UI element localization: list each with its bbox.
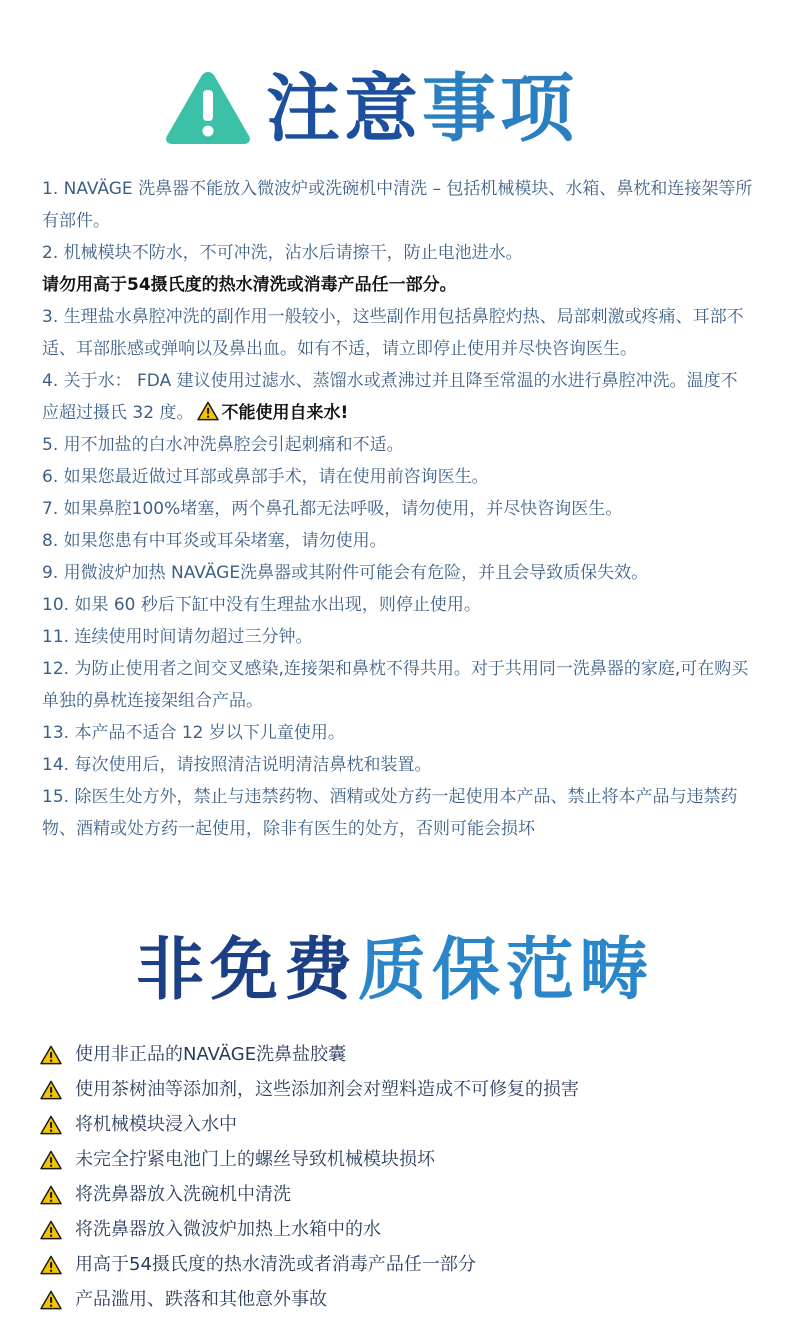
exclusion-item-text: 使用茶树油等添加剂，这些添加剂会对塑料造成不可修复的损害 [75, 1079, 579, 1100]
notice-item: 11. 连续使用时间请勿超过三分钟。 [42, 627, 313, 647]
exclusion-item-text: 使用非正品的NAVÄGE洗鼻盐胶囊 [75, 1044, 347, 1065]
warning-triangle-icon [40, 1290, 62, 1310]
notice-list [42, 173, 754, 845]
notice-item: 15. 除医生处方外，禁止与违禁药物、酒精或处方药一起使用本产品、禁止将本产品与违禁药物、酒精或处方药一起使用，除非有医生的处方，否则可能会损坏 [42, 787, 738, 839]
exclusion-item-text: 用高于54摄氏度的热水清洗或者消毒产品任一部分 [75, 1254, 476, 1275]
exclusion-item [40, 1037, 760, 1072]
exclusion-item-text: 将机械模块浸入水中 [75, 1114, 237, 1135]
warning-triangle-icon [163, 66, 253, 146]
warning-triangle-icon [40, 1115, 62, 1135]
notice-item: 12. 为防止使用者之间交叉感染,连接架和鼻枕不得共用。对于共用同一洗鼻器的家庭,可在购买单独的鼻枕连接架组合产品。 [42, 659, 749, 711]
notice-header [0, 58, 790, 154]
notice-item: 3. 生理盐水鼻腔冲洗的副作用一般较小，这些副作用包括鼻腔灼热、局部刺激或疼痛、耳部不适、耳部胀感或弹响以及鼻出血。如有不适，请立即停止使用并尽快咨询医生。 [42, 307, 744, 359]
exclusion-item [40, 1107, 760, 1142]
exclusion-item [40, 1282, 760, 1317]
warranty-title [0, 928, 790, 1014]
warranty-exclusion-list [40, 1037, 760, 1317]
notice-title-dark: 注意 [266, 66, 422, 152]
notice-item: 5. 用不加盐的白水冲洗鼻腔会引起刺痛和不适。 [42, 435, 404, 455]
notice-item: 9. 用微波炉加热 NAVÄGE洗鼻器或其附件可能会有危险，并且会导致质保失效。 [42, 563, 649, 583]
notice-item: 10. 如果 60 秒后下缸中没有生理盐水出现，则停止使用。 [42, 595, 481, 615]
no-tap-water-warning: 不能使用自来水! [221, 403, 349, 423]
notice-item: 2. 机械模块不防水，不可冲洗，沾水后请擦干，防止电池进水。 [42, 243, 523, 263]
notice-item: 6. 如果您最近做过耳部或鼻部手术，请在使用前咨询医生。 [42, 467, 489, 487]
notice-item-text: 4. 关于水： FDA 建议使用过滤水、蒸馏水或煮沸过并且降至常温的水进行鼻腔冲洗。温度不应超过摄氏 32 度。 [42, 371, 738, 423]
exclusion-item [40, 1142, 760, 1177]
warning-triangle-icon [40, 1220, 62, 1240]
exclusion-item-text: 未完全拧紧电池门上的螺丝导致机械模块损坏 [75, 1149, 435, 1170]
warning-triangle-icon [40, 1080, 62, 1100]
notice-title-light: 事项 [422, 66, 578, 152]
notice-item-bold: 请勿用高于54摄氏度的热水清洗或消毒产品任一部分。 [42, 275, 457, 295]
notice-item: 14. 每次使用后，请按照清洁说明清洁鼻枕和装置。 [42, 755, 432, 775]
exclusion-item [40, 1212, 760, 1247]
notice-item: 13. 本产品不适合 12 岁以下儿童使用。 [42, 723, 345, 743]
notice-item: 7. 如果鼻腔100%堵塞，两个鼻孔都无法呼吸，请勿使用，并尽快咨询医生。 [42, 499, 623, 519]
notice-item-water [42, 365, 754, 429]
warning-triangle-icon [197, 401, 219, 421]
exclusion-item-text: 将洗鼻器放入微波炉加热上水箱中的水 [75, 1219, 381, 1240]
warranty-title-light: 质保范畴 [358, 931, 655, 1010]
warranty-title-dark: 非免费 [135, 931, 358, 1010]
exclusion-item [40, 1177, 760, 1212]
notice-item: 8. 如果您患有中耳炎或耳朵堵塞，请勿使用。 [42, 531, 387, 551]
warning-triangle-icon [40, 1150, 62, 1170]
exclusion-item [40, 1247, 760, 1282]
notice-title [266, 64, 578, 154]
warning-triangle-icon [40, 1185, 62, 1205]
exclusion-item-text: 将洗鼻器放入洗碗机中清洗 [75, 1184, 291, 1205]
exclusion-item-text: 产品滥用、跌落和其他意外事故 [75, 1289, 327, 1310]
warning-triangle-icon [40, 1255, 62, 1275]
notice-item: 1. NAVÄGE 洗鼻器不能放入微波炉或洗碗机中清洗 – 包括机械模块、水箱、鼻枕和连接架等所有部件。 [42, 179, 753, 231]
warning-triangle-icon [40, 1045, 62, 1065]
exclusion-item [40, 1072, 760, 1107]
